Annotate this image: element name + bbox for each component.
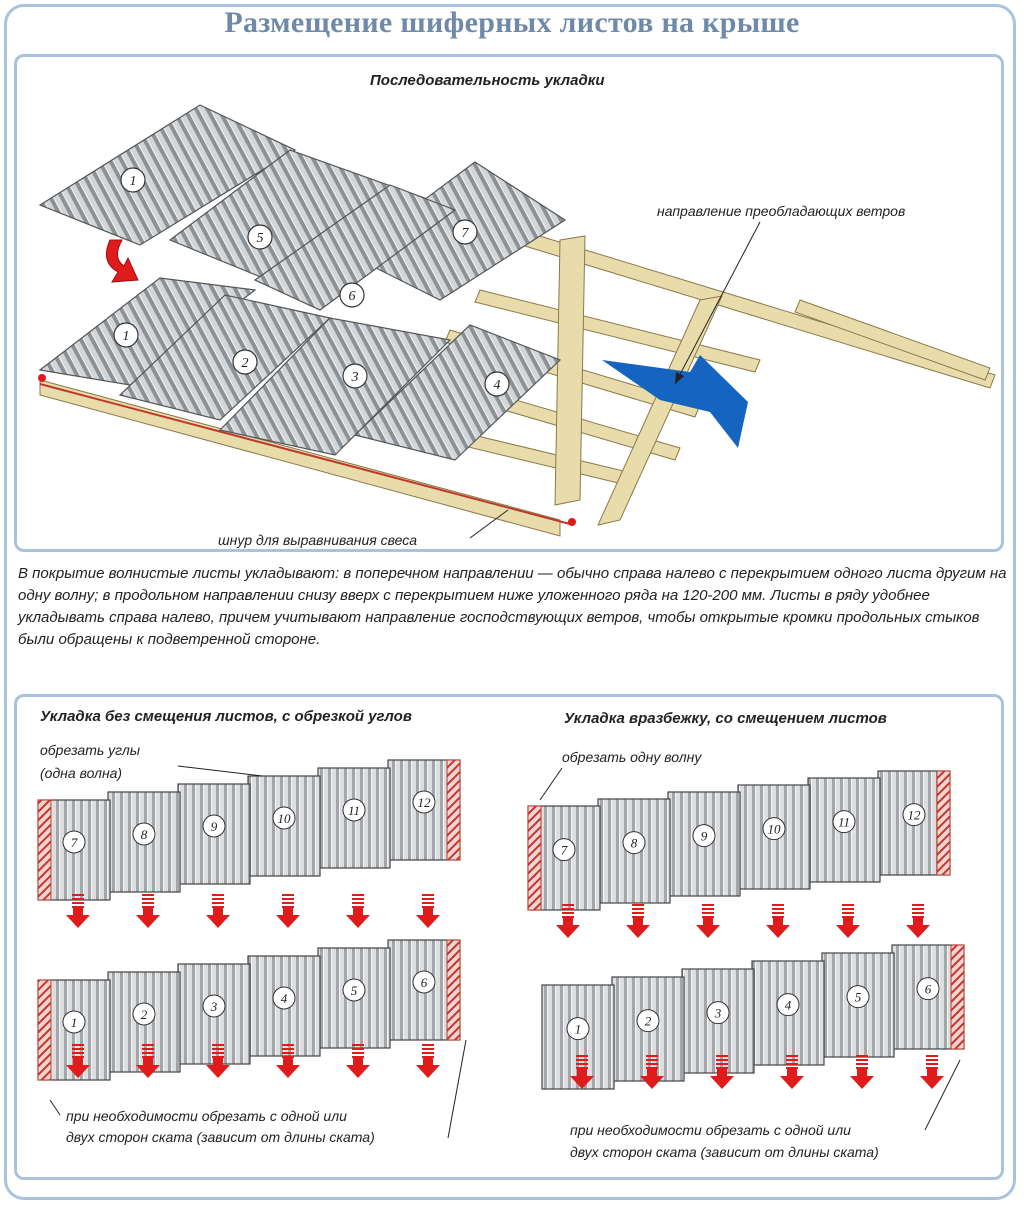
sheet-number: 4 [493,378,501,393]
left-note-line1: при необходимости обрезать с одной или [66,1108,347,1124]
sheet-number: 1 [70,1015,78,1030]
cut-one-wave-label: обрезать одну волну [562,749,702,765]
wind-direction-label: направление преобладающих ветров [657,203,906,219]
sheet-number: 12 [417,795,431,810]
sheet-number: 3 [210,999,218,1014]
sheet-number: 8 [630,835,638,851]
sheet-number: 1 [122,329,130,344]
sheet-number: 10 [277,811,291,826]
right-note-line1: при необходимости обрезать с одной или [570,1122,851,1138]
sheet-number: 1 [574,1021,582,1037]
sheet-number: 8 [140,827,148,842]
left-note-line2: двух сторон ската (зависит от длины ската) [66,1129,375,1145]
sequence-arrow-icon [106,240,138,282]
sheet-number: 3 [351,370,359,385]
sheet-number: 2 [644,1013,652,1029]
sheet-number: 11 [837,814,851,830]
right-note-line2: двух сторон ската (зависит от длины ската) [570,1144,879,1160]
laying-sequence-heading: Последовательность укладки [370,72,605,89]
sheet-number: 6 [924,981,932,997]
description-text: В покрытие волнистые листы укладывают: в поперечном направлении — обычно справа налево с перекрытием одного листа другим на одну волну; в продольном направлении снизу вверх с перекрытием ниже уложенного ряда на 120-200 мм. Листы в ряду удобнее укладывать справа налево, причем учитывают направление господствующих ветров, чтобы открытые кромки продольных стыков были обращены к подветренной стороне. [18,565,1007,648]
left-diagram-heading: Укладка без смещения листов, с обрезкой углов [40,708,412,725]
sheet-number: 12 [907,807,921,823]
sheet-number: 9 [210,819,218,834]
cord-label: шнур для выравнивания свеса [218,532,418,548]
sheet-number: 6 [348,289,356,304]
sheet-number: 7 [70,835,78,850]
sheet-number: 10 [767,821,781,837]
sheet-number: 5 [854,989,862,1005]
sheet-number: 4 [280,991,288,1006]
sheet-number: 11 [347,803,361,818]
sheet-number: 7 [560,842,568,858]
cut-corners-label: обрезать углы [40,742,141,758]
sheet-number: 4 [784,997,792,1013]
right-diagram-heading: Укладка вразбежку, со смещением листов [564,710,887,727]
sheet-number: 7 [461,226,469,241]
sheet-number: 1 [129,174,137,189]
sheet-number: 2 [140,1007,148,1022]
cut-corners-label-note: (одна волна) [40,765,123,781]
sheet-number: 5 [350,983,358,998]
sheet-number: 3 [714,1005,722,1021]
page-title: Размещение шиферных листов на крыше [224,6,800,39]
sheet-number: 2 [241,356,249,371]
sheet-number: 5 [256,231,264,246]
sheet-number: 9 [700,828,708,844]
sheet-number: 6 [420,975,428,990]
